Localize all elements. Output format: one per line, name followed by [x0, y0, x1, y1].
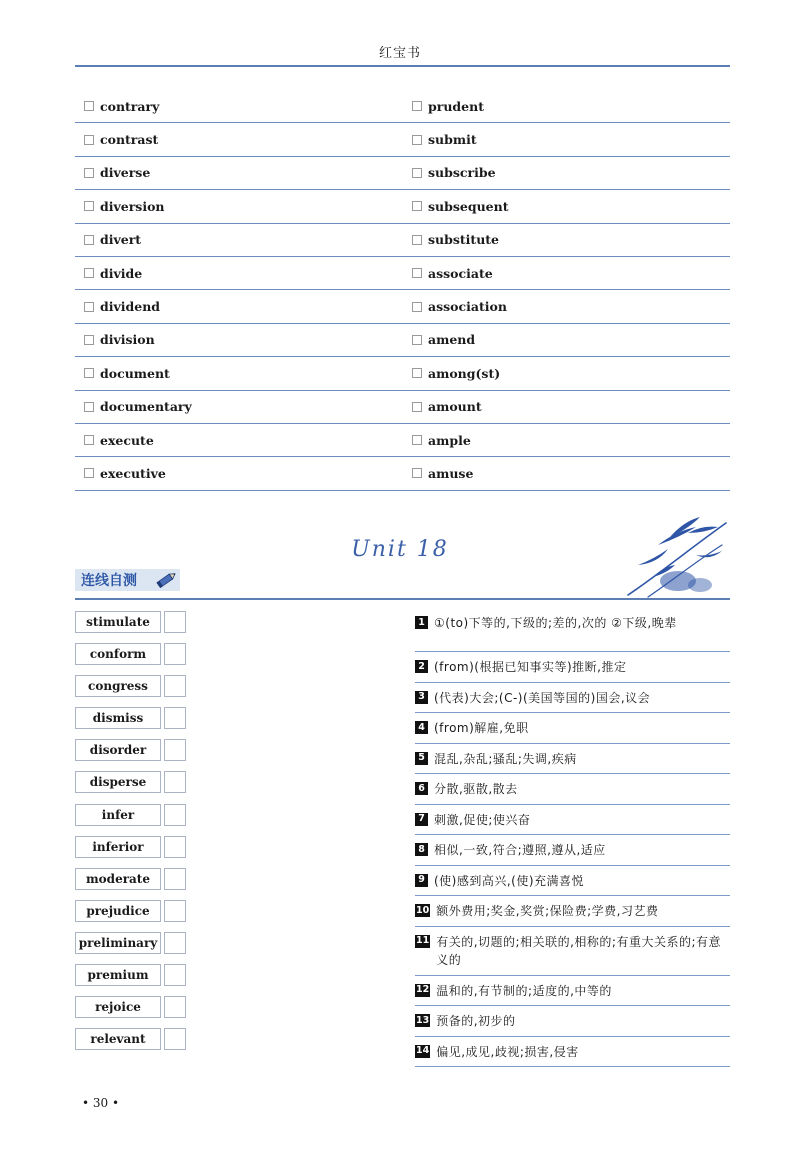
vocab-word: substitute: [428, 232, 500, 248]
vocab-item: [402, 199, 730, 214]
checkbox[interactable]: [84, 101, 94, 111]
vocab-item: [402, 165, 730, 180]
word-box: disorder: [75, 739, 161, 761]
vocab-word: subscribe: [428, 165, 496, 181]
definition-row: [415, 866, 730, 897]
definition-text: 有关的,切题的;相关联的,相称的;有重大关系的;有意义的: [436, 934, 721, 967]
checkbox[interactable]: [84, 168, 94, 178]
word-row: [75, 643, 186, 665]
checkbox[interactable]: [84, 368, 94, 378]
vocab-item: [75, 232, 402, 247]
definition-row: [415, 652, 730, 683]
definition-text: 偏见,成见,歧视;损害,侵害: [436, 1044, 579, 1059]
definition-number: 7: [415, 813, 428, 826]
running-header: 红宝书: [378, 46, 421, 61]
answer-box[interactable]: [164, 804, 186, 826]
answer-box[interactable]: [164, 643, 186, 665]
vocab-item: [402, 399, 730, 414]
word-row: [75, 675, 186, 697]
vocab-item: [75, 199, 402, 214]
vocab-word: execute: [100, 432, 154, 448]
vocab-word: associate: [428, 265, 493, 281]
checkbox[interactable]: [412, 302, 422, 312]
vocab-row: [75, 324, 730, 357]
vocab-word: divert: [100, 232, 142, 248]
definition-row: [415, 927, 730, 976]
vocab-item: [402, 332, 730, 347]
vocab-row: [75, 457, 730, 490]
definition-number: 11: [416, 935, 430, 946]
word-box: rejoice: [75, 996, 161, 1018]
definition-row: [415, 774, 730, 805]
vocab-word: subsequent: [428, 198, 509, 214]
section-label: 连线自测: [75, 569, 180, 591]
definition-text: (from)解雇,免职: [434, 721, 529, 735]
checkbox[interactable]: [84, 435, 94, 445]
definition-row: [415, 744, 730, 775]
answer-box[interactable]: [164, 900, 186, 922]
vocab-word: ample: [428, 432, 471, 448]
vocab-word: contrary: [100, 98, 160, 114]
answer-box[interactable]: [164, 964, 186, 986]
word-row: [75, 1028, 186, 1050]
definition-number: 2: [415, 660, 428, 673]
vocab-word: contrast: [100, 132, 159, 148]
vocab-word: divide: [100, 265, 143, 281]
vocab-row: [75, 290, 730, 323]
vocab-word: prudent: [428, 98, 484, 114]
vocab-item: [402, 433, 730, 448]
vocab-word: among(st): [428, 365, 501, 381]
vocab-item: [75, 433, 402, 448]
vocab-item: [75, 132, 402, 147]
vocab-word: division: [100, 332, 155, 348]
definition-number: 5: [415, 752, 428, 765]
definition-row: [415, 713, 730, 744]
checkbox[interactable]: [412, 268, 422, 278]
answer-box[interactable]: [164, 932, 186, 954]
vocab-item: [75, 299, 402, 314]
vocab-item: [402, 366, 730, 381]
definition-row: [415, 1006, 730, 1037]
word-box: relevant: [75, 1028, 161, 1050]
vocab-item: [75, 165, 402, 180]
vocab-row: [75, 123, 730, 156]
answer-box[interactable]: [164, 707, 186, 729]
definition-text: (代表)大会;(C-)(美国等国的)国会,议会: [434, 690, 651, 705]
vocab-row: [75, 424, 730, 457]
definition-number: 10: [416, 904, 430, 916]
word-row: [75, 771, 186, 793]
vocab-word: documentary: [100, 399, 192, 415]
definition-text: (from)(根据已知事实等)推断,推定: [434, 660, 627, 674]
word-row: [75, 996, 186, 1018]
definition-text: 额外费用;奖金,奖赏;保险费;学费,习艺费: [436, 904, 659, 918]
definition-row: [415, 805, 730, 836]
vocab-word: diverse: [100, 165, 151, 181]
vocab-row: [75, 257, 730, 290]
word-box: moderate: [75, 868, 161, 890]
word-column: [75, 611, 186, 1060]
vocab-word: amount: [428, 399, 482, 415]
definition-text: ①(to)下等的,下级的;差的,次的 ②下级,晚辈: [434, 616, 677, 630]
checkbox[interactable]: [84, 235, 94, 245]
vocab-word: diversion: [100, 198, 165, 214]
word-box: conform: [75, 643, 161, 665]
header-rule: [75, 65, 730, 67]
definition-text: 分散,驱散,散去: [434, 782, 518, 796]
definition-number: 6: [415, 782, 428, 795]
definition-text: 混乱,杂乱;骚乱;失调,疾病: [434, 751, 577, 766]
answer-box[interactable]: [164, 1028, 186, 1050]
word-box: inferior: [75, 836, 161, 858]
vocab-item: [75, 399, 402, 414]
definition-text: 预备的,初步的: [436, 1014, 516, 1028]
definition-number: 3: [415, 691, 428, 704]
definition-number: 9: [415, 874, 428, 887]
answer-box[interactable]: [164, 996, 186, 1018]
checkbox[interactable]: [412, 402, 422, 412]
bamboo-illustration: [618, 515, 730, 601]
definition-number: 12: [416, 984, 430, 995]
vocab-row: [75, 391, 730, 424]
definition-number: 14: [416, 1045, 430, 1056]
definition-row: [415, 1037, 730, 1068]
vocab-row: [75, 157, 730, 190]
vocab-word: amuse: [428, 465, 474, 481]
word-box: dismiss: [75, 707, 161, 729]
vocab-row: [75, 90, 730, 123]
vocab-word: association: [428, 299, 507, 315]
vocab-item: [75, 466, 402, 481]
word-row: [75, 804, 186, 826]
vocab-item: [75, 99, 402, 114]
word-box: infer: [75, 804, 161, 826]
word-row: [75, 964, 186, 986]
definition-row: [415, 976, 730, 1007]
vocab-item: [402, 132, 730, 147]
word-box: congress: [75, 675, 161, 697]
word-row: [75, 739, 186, 761]
vocab-row: [75, 224, 730, 257]
vocab-item: [402, 466, 730, 481]
checkbox[interactable]: [412, 201, 422, 211]
page-number: • 30 •: [82, 1096, 120, 1110]
word-box: disperse: [75, 771, 161, 793]
word-row: [75, 900, 186, 922]
checkbox[interactable]: [412, 435, 422, 445]
checkbox[interactable]: [84, 468, 94, 478]
word-box: prejudice: [75, 900, 161, 922]
definition-text: 刺激,促使;使兴奋: [434, 812, 531, 827]
vocab-word: document: [100, 365, 170, 381]
answer-box[interactable]: [164, 739, 186, 761]
answer-box[interactable]: [164, 771, 186, 793]
vocab-checklist: [75, 90, 730, 491]
word-box: preliminary: [75, 932, 161, 954]
definition-row: [415, 835, 730, 866]
vocab-item: [402, 99, 730, 114]
word-row: [75, 932, 186, 954]
vocab-item: [75, 332, 402, 347]
vocab-word: executive: [100, 465, 166, 481]
vocab-word: submit: [428, 132, 477, 148]
vocab-word: amend: [428, 332, 476, 348]
word-row: [75, 868, 186, 890]
word-box: stimulate: [75, 611, 161, 633]
answer-box[interactable]: [164, 836, 186, 858]
pencil-icon: [154, 571, 178, 589]
definition-text: 相似,一致,符合;遵照,遵从,适应: [434, 843, 606, 857]
checkbox[interactable]: [84, 335, 94, 345]
definition-text: 温和的,有节制的;适度的,中等的: [436, 983, 612, 998]
answer-box[interactable]: [164, 675, 186, 697]
word-row: [75, 611, 186, 633]
word-box: premium: [75, 964, 161, 986]
checkbox[interactable]: [412, 235, 422, 245]
definition-row: [415, 896, 730, 927]
definition-number: 1: [415, 616, 428, 629]
definition-number: 8: [415, 843, 428, 856]
checkbox[interactable]: [412, 168, 422, 178]
checkbox[interactable]: [84, 201, 94, 211]
vocab-row: [75, 357, 730, 390]
section-rule: [75, 598, 730, 600]
checkbox[interactable]: [412, 368, 422, 378]
checkbox[interactable]: [412, 135, 422, 145]
definition-row: [415, 608, 730, 652]
vocab-row: [75, 190, 730, 223]
checkbox[interactable]: [84, 268, 94, 278]
vocab-item: [402, 266, 730, 281]
vocab-word: dividend: [100, 299, 161, 315]
definition-row: [415, 683, 730, 714]
unit-title: Unit 18: [351, 537, 449, 562]
checkbox[interactable]: [412, 468, 422, 478]
checkbox[interactable]: [84, 135, 94, 145]
checkbox[interactable]: [412, 101, 422, 111]
definition-number: 4: [415, 721, 428, 734]
vocab-item: [402, 232, 730, 247]
checkbox[interactable]: [84, 402, 94, 412]
answer-box[interactable]: [164, 868, 186, 890]
definition-text: (使)感到高兴,(使)充满喜悦: [434, 873, 585, 888]
definition-number: 13: [416, 1014, 430, 1026]
checkbox[interactable]: [412, 335, 422, 345]
vocab-item: [402, 299, 730, 314]
checkbox[interactable]: [84, 302, 94, 312]
word-row: [75, 707, 186, 729]
answer-box[interactable]: [164, 611, 186, 633]
vocab-item: [75, 366, 402, 381]
vocab-item: [75, 266, 402, 281]
definition-column: [415, 608, 730, 1067]
word-row: [75, 836, 186, 858]
